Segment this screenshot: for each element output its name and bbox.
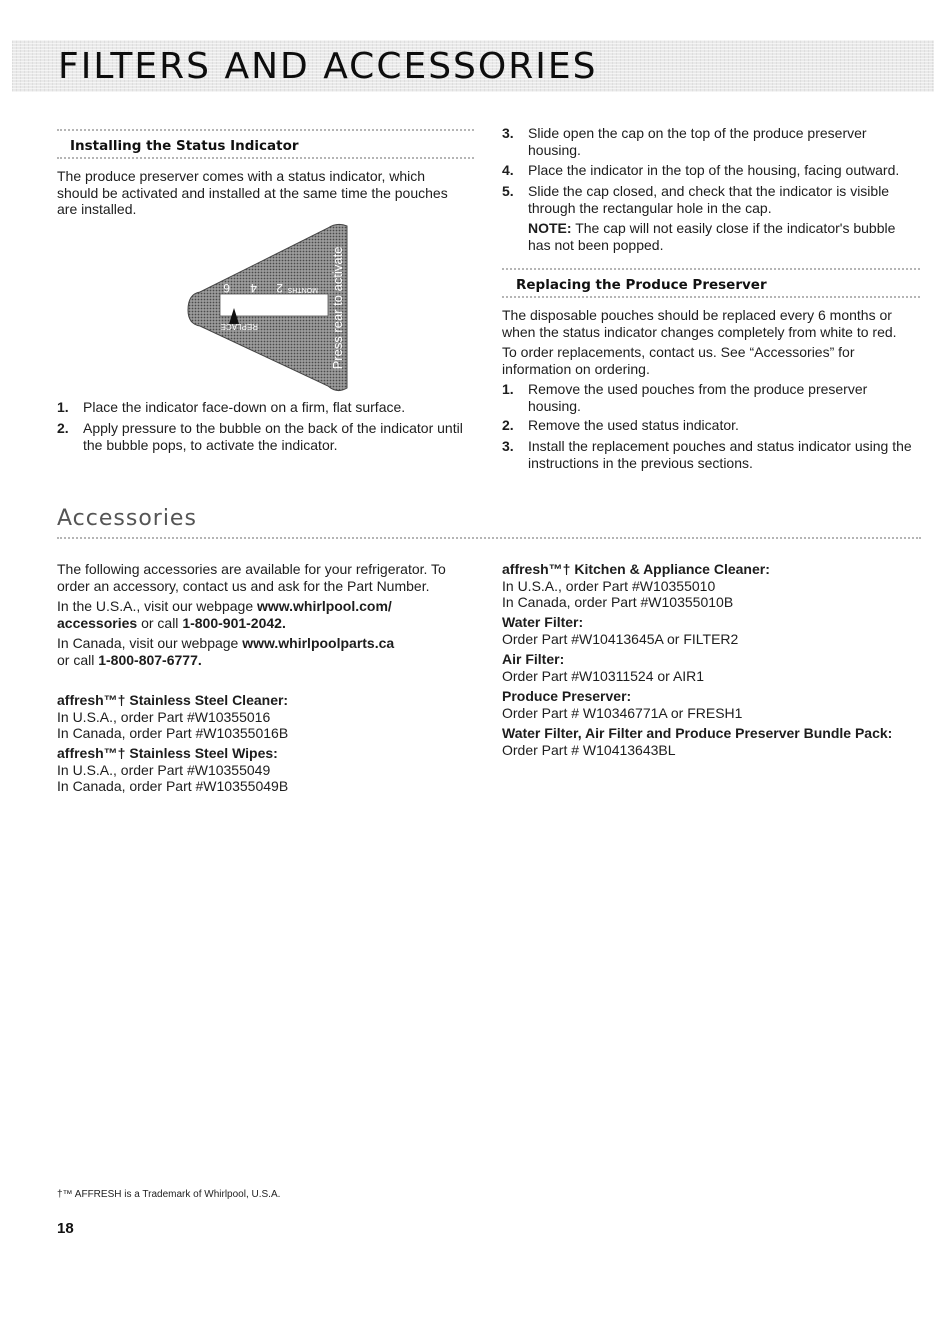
- section-divider: [502, 268, 920, 270]
- accessories-usa-contact: In the U.S.A., visit our webpage www.whirlpool.com/ accessories or call 1-800-901-2042.: [57, 598, 392, 631]
- section-divider: [502, 296, 920, 298]
- press-rear-text: Press rear to activate: [330, 246, 345, 370]
- installing-heading: Installing the Status Indicator: [70, 138, 299, 154]
- replacing-step-2: 2. Remove the used status indicator.: [502, 417, 739, 433]
- accessory-item: affresh™† Kitchen & Appliance Cleaner: In U.S.A., order Part #W10355010 In Canada, order Part #W10355010B: [502, 561, 770, 610]
- installing-intro: The produce preserver comes with a status indicator, which should be activated and installed at the same time the pouches are installed.: [57, 168, 448, 217]
- replacing-para-1: The disposable pouches should be replaced every 6 months or when the status indicator changes completely from white to red.: [502, 307, 897, 340]
- months-label: MONTHS: [287, 286, 318, 293]
- accessory-item: affresh™† Stainless Steel Cleaner: In U.S.A., order Part #W10355016 In Canada, order Part #W10355016B: [57, 692, 289, 741]
- tick-6: 6: [223, 281, 230, 295]
- replace-label: REPLACE: [220, 322, 258, 331]
- tick-2: 2: [276, 281, 283, 295]
- accessories-heading: Accessories: [57, 506, 197, 531]
- indicator-window: [220, 294, 328, 316]
- accessories-intro: The following accessories are available for your refrigerator. To order an accessory, contact us and ask for the Part Number.: [57, 561, 446, 594]
- installing-note: NOTE: The cap will not easily close if the indicator's bubble has not been popped.: [528, 220, 896, 253]
- replacing-step-3: 3. Install the replacement pouches and status indicator using the instructions in the previous sections.: [502, 438, 912, 471]
- installing-step-4: 4. Place the indicator in the top of the housing, facing outward.: [502, 162, 900, 178]
- accessory-item: Water Filter: Order Part #W10413645A or FILTER2: [502, 614, 739, 647]
- accessory-item: affresh™† Stainless Steel Wipes: In U.S.A., order Part #W10355049 In Canada, order Part #W10355049B: [57, 745, 289, 794]
- accessories-canada-contact: In Canada, visit our webpage www.whirlpoolparts.ca or call 1-800-807-6777.: [57, 635, 395, 668]
- accessory-item: Water Filter, Air Filter and Produce Preserver Bundle Pack: Order Part # W10413643BL: [502, 725, 893, 758]
- section-divider: [57, 129, 474, 131]
- replacing-para-2: To order replacements, contact us. See “Accessories” for information on ordering.: [502, 344, 855, 377]
- accessory-item: Air Filter: Order Part #W10311524 or AIR1: [502, 651, 705, 684]
- page-title: FILTERS AND ACCESSORIES: [58, 46, 598, 87]
- canada-webpage-link[interactable]: www.whirlpoolparts.ca: [242, 635, 395, 651]
- canada-phone: 1-800-807-6777.: [98, 651, 202, 668]
- page-number: 18: [57, 1220, 74, 1237]
- tick-4: 4: [250, 281, 257, 295]
- installing-step-2: 2. Apply pressure to the bubble on the back of the indicator until the bubble pops, to activate the indicator.: [57, 420, 463, 453]
- accessory-item: Produce Preserver: Order Part # W10346771A or FRESH1: [502, 688, 743, 721]
- section-divider: [57, 537, 921, 539]
- usa-phone: 1-800-901-2042.: [182, 614, 286, 631]
- usa-webpage-link[interactable]: www.whirlpool.com/ accessories: [57, 598, 392, 631]
- installing-step-1: 1. Place the indicator face-down on a firm, flat surface.: [57, 399, 406, 415]
- status-indicator-illustration: [182, 220, 352, 396]
- trademark-footnote: †™ AFFRESH is a Trademark of Whirlpool, U.S.A.: [57, 1189, 281, 1200]
- replacing-step-1: 1. Remove the used pouches from the produce preserver housing.: [502, 381, 868, 414]
- installing-step-3: 3. Slide open the cap on the top of the produce preserver housing.: [502, 125, 867, 158]
- replacing-heading: Replacing the Produce Preserver: [516, 277, 767, 293]
- installing-step-5: 5. Slide the cap closed, and check that the indicator is visible through the rectangular hole in the cap.: [502, 183, 890, 216]
- section-divider: [57, 157, 474, 159]
